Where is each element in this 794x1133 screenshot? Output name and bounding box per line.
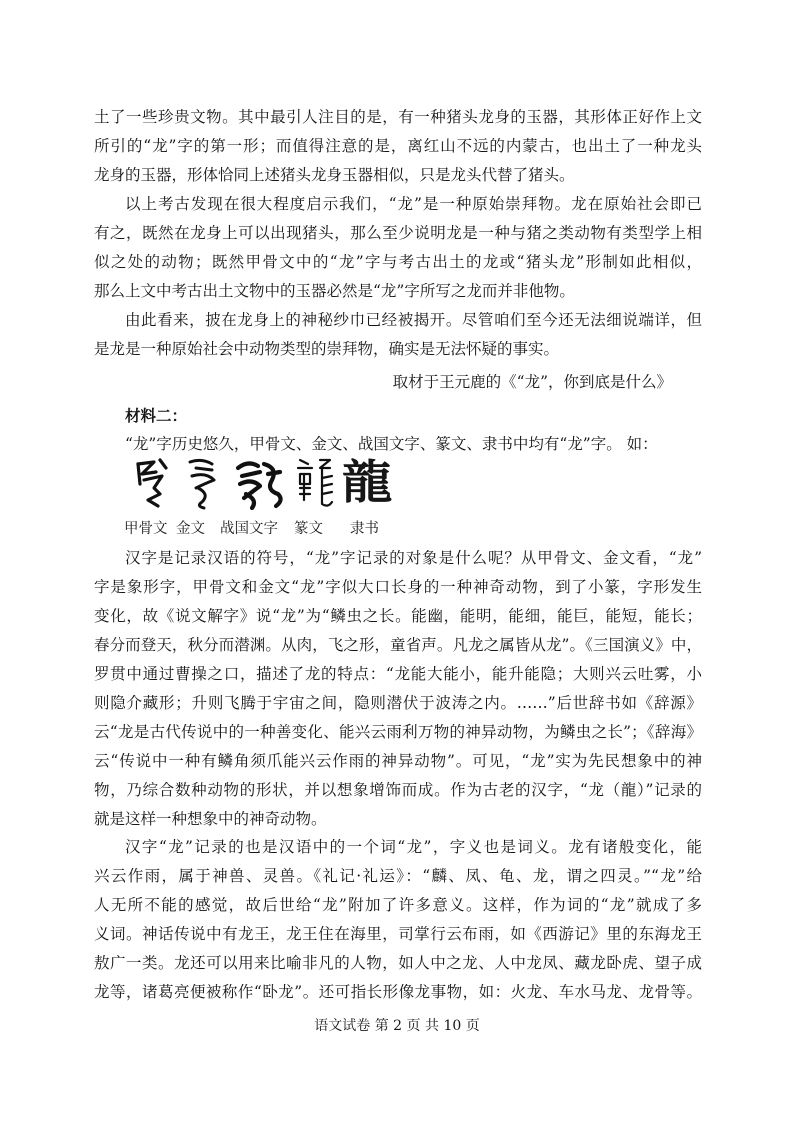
text-line: 敖广一类。龙还可以用来比喻非凡的人物，如人中之龙、人中龙凤、藏龙卧虎、望子成 bbox=[94, 954, 702, 972]
text-line: 有之，既然在龙身上可以出现猪头，那么至少说明龙是一种与猪之类动物有类型学上相 bbox=[94, 224, 702, 242]
character-form-labels bbox=[124, 516, 424, 542]
text-line: 物，乃综合数种动物的形状，并以想象增饰而成。作为古老的汉字，“龙（龍）”记录的 bbox=[94, 781, 702, 799]
text-line: 字是象形字，甲骨文和金文“龙”字似大口长身的一种神奇动物，到了小篆，字形发生 bbox=[94, 578, 702, 596]
paragraph bbox=[94, 190, 702, 306]
text-line: 云“传说中一种有鳞角须爪能兴云作雨的神异动物”。可见，“龙”实为先民想象中的神 bbox=[94, 752, 702, 770]
text-line: 云“龙是古代传说中的一种善变化、能兴云雨利万物的神异动物，为鳞虫之长”；《辞海》 bbox=[94, 723, 702, 741]
label-jinwen: 金文 bbox=[176, 521, 205, 537]
text-line: 义词。神话传说中有龙王，龙王住在海里，司掌行云布雨，如《西游记》里的东海龙王 bbox=[94, 925, 702, 943]
zhanguo-long-glyph bbox=[232, 454, 286, 510]
text-line: 则隐介藏形；升则飞腾于宇宙之间，隐则潜伏于波涛之内。……”后世辞书如《辞源》 bbox=[94, 694, 702, 712]
source-citation: 取材于王元鹿的《“龙”，你到底是什么》 bbox=[392, 373, 672, 391]
text-line: 所引的“龙”字的第一形；而值得注意的是，离红山不远的内蒙古，也出土了一种龙头 bbox=[94, 137, 702, 155]
text-line: 汉字是记录汉语的符号，“龙”字记录的对象是什么呢？从甲骨文、金文看，“龙” bbox=[125, 549, 702, 567]
paragraph-continued bbox=[94, 103, 702, 190]
text-line: 龙身的玉器，形体恰同上述猪头龙身玉器相似，只是龙头代替了猪头。 bbox=[94, 166, 575, 184]
text-line: 变化，故《说文解字》说“龙”为“鳞虫之长。能幽，能明，能细，能巨，能短，能长； bbox=[94, 607, 702, 625]
text-line: 就是这样一种想象中的神奇动物。 bbox=[94, 810, 327, 828]
long-character-forms bbox=[132, 454, 392, 510]
text-line: 土了一些珍贵文物。其中最引人注目的是，有一种猪头龙身的玉器，其形体正好作上文 bbox=[94, 108, 702, 126]
label-jiaguwen: 甲骨文 bbox=[124, 521, 168, 537]
paragraph bbox=[94, 833, 702, 1007]
label-zhanguo: 战国文字 bbox=[220, 521, 278, 537]
text-line: “龙”字历史悠久，甲骨文、金文、战国文字、篆文、隶书中均有“龙”字。 如： bbox=[125, 435, 658, 453]
paragraph bbox=[94, 306, 702, 364]
text-line: 龙等，诸葛亮便被称作“卧龙”。还可指长形像龙事物，如：火龙、车水马龙、龙骨等。 bbox=[94, 983, 702, 1001]
jiaguwen-long-glyph bbox=[132, 454, 174, 510]
text-line: 那么上文中考古出土文物中的玉器必然是“龙”字所写之龙而并非他物。 bbox=[94, 282, 575, 300]
text-line: 是龙是一种原始社会中动物类型的崇拜物，确实是无法怀疑的事实。 bbox=[94, 340, 560, 358]
text-line: 由此看来，披在龙身上的神秘纱巾已经被揭开。尽管咱们至今还无法细说端详，但 bbox=[125, 311, 702, 329]
section-heading: 材料二： bbox=[125, 406, 188, 425]
text-line: 以上考古发现在很大程度启示我们，“龙”是一种原始崇拜物。龙在原始社会即已 bbox=[125, 195, 702, 213]
page-footer: 语文试卷 第 2 页 共 10 页 bbox=[314, 1018, 480, 1034]
lishu-long-glyph: 龍 bbox=[341, 455, 393, 509]
text-line: 罗贯中通过曹操之口，描述了龙的特点：“龙能大能小，能升能隐；大则兴云吐雾，小 bbox=[94, 665, 702, 683]
text-line: 汉字“龙”记录的也是汉语中的一个词“龙”，字义也是词义。龙有诸般变化，能 bbox=[125, 838, 702, 856]
text-line: 春分而登天，秋分而潜渊。从肉，飞之形，童省声。凡龙之属皆从龙”。《三国演义》中， bbox=[94, 636, 702, 654]
zhuanwen-long-glyph bbox=[294, 454, 336, 510]
jinwen-long-glyph bbox=[182, 454, 224, 510]
label-zhuanwen: 篆文 bbox=[294, 521, 323, 537]
text-line: 似之处的动物；既然甲骨文中的“龙”字与考古出土的龙或“猪头龙”形制如此相似， bbox=[94, 253, 702, 271]
text-line: 兴云作雨，属于神兽、灵兽。《礼记·礼运》：“麟、凤、龟、龙，谓之四灵。”“龙”给 bbox=[94, 867, 702, 885]
label-lishu: 隶书 bbox=[350, 521, 379, 537]
text-line: 人无所不能的感觉，故后世给“龙”附加了许多意义。这样，作为词的“龙”就成了多 bbox=[94, 896, 702, 914]
paragraph bbox=[94, 544, 702, 834]
